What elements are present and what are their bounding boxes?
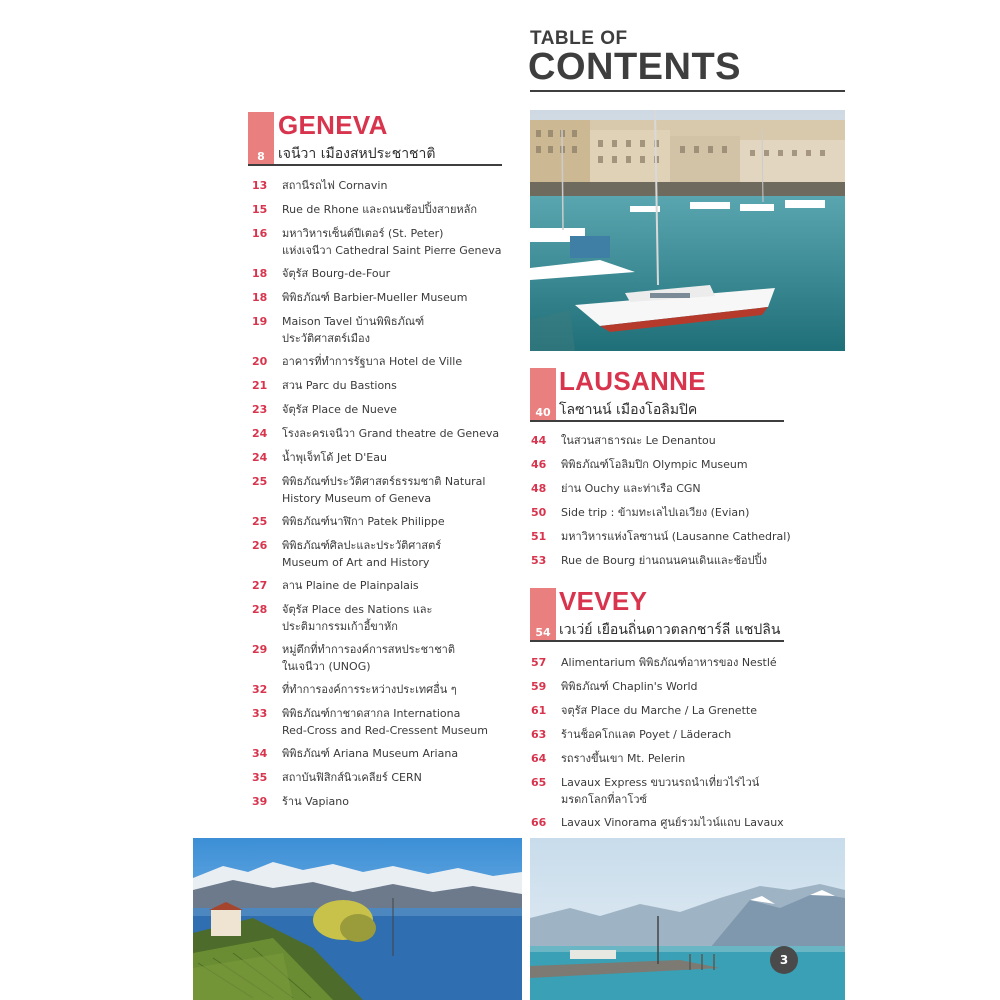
entry-page-number: 26 (252, 539, 268, 552)
entry-title: Rue de Rhone และถนนช้อปปิ้งสายหลัก (282, 203, 478, 216)
entry-page-number: 19 (252, 315, 268, 328)
lausanne-page-number: 40 (535, 406, 551, 419)
entry-title: Lavaux Express ขบวนรถนำเที่ยวไร่ไวน์ (561, 776, 760, 789)
geneva-title: GENEVA (278, 110, 388, 140)
entry-page-number: 28 (252, 603, 268, 616)
entry-title: จตุรัส Place du Marche / La Grenette (561, 704, 757, 717)
entry-title: Lavaux Vinorama ศูนย์รวมไวน์แถบ Lavaux (561, 816, 784, 829)
entry-page-number: 63 (531, 728, 547, 741)
entry-title-continued: ประติมากรรมเก้าอี้ขาหัก (282, 620, 398, 633)
entry-title-continued: Red-Cross and Red-Cressent Museum (282, 724, 488, 737)
entry-page-number: 15 (252, 203, 268, 216)
entry-page-number: 32 (252, 683, 268, 696)
toc-title-big: CONTENTS (528, 46, 741, 88)
lausanne-rule (530, 420, 784, 422)
entry-page-number: 64 (531, 752, 547, 765)
lausanne-page-block (530, 368, 556, 420)
toc-title-small: TABLE OF (530, 28, 628, 49)
entry-page-number: 50 (531, 506, 547, 519)
entry-title: พิพิธภัณฑ์โอลิมปิก Olympic Museum (561, 458, 748, 471)
lausanne-subtitle: โลซานน์ เมืองโอลิมปิค (559, 402, 698, 418)
entry-page-number: 13 (252, 179, 268, 192)
entry-title-continued: ประวัติศาสตร์เมือง (282, 332, 371, 345)
geneva-page-block (248, 112, 274, 164)
entry-page-number: 24 (252, 427, 268, 440)
entry-page-number: 23 (252, 403, 268, 416)
entry-page-number: 61 (531, 704, 547, 717)
page-number-badge: 3 (770, 946, 798, 974)
entry-title-continued: History Museum of Geneva (282, 492, 432, 505)
entry-page-number: 21 (252, 379, 268, 392)
entry-title: ลาน Plaine de Plainpalais (282, 579, 419, 592)
entry-page-number: 16 (252, 227, 268, 240)
entry-title: อาคารที่ทำการรัฐบาล Hotel de Ville (282, 355, 463, 368)
entry-title: พิพิธภัณฑ์ Ariana Museum Ariana (282, 747, 459, 760)
entry-title: จัตุรัส Place des Nations และ (282, 603, 433, 616)
entry-title-continued: Museum of Art and History (282, 556, 430, 569)
entry-page-number: 35 (252, 771, 268, 784)
vevey-subtitle: เวเว่ย์ เยือนถิ่นดาวตลกชาร์ลี แชปลิน (559, 622, 781, 638)
entry-page-number: 59 (531, 680, 547, 693)
entry-page-number: 34 (252, 747, 268, 760)
entry-title: ในสวนสาธารณะ Le Denantou (561, 434, 716, 447)
lavaux-vineyard-photo (193, 838, 522, 1000)
entry-page-number: 18 (252, 291, 268, 304)
entry-title: พิพิธภัณฑ์กาชาดสากล Internationa (282, 707, 461, 720)
entry-title: ย่าน Ouchy และท่าเรือ CGN (561, 482, 701, 495)
vevey-page-block (530, 588, 556, 640)
entry-page-number: 53 (531, 554, 547, 567)
entry-page-number: 46 (531, 458, 547, 471)
entry-page-number: 29 (252, 643, 268, 656)
entry-title: พิพิธภัณฑ์ประวัติศาสตร์ธรรมชาติ Natural (282, 475, 486, 488)
entry-title: โรงละครเจนีวา Grand theatre de Geneva (282, 427, 500, 440)
entry-page-number: 25 (252, 515, 268, 528)
entry-title: น้ำพุเจ็ทโด้ Jet D'Eau (282, 451, 387, 464)
entry-page-number: 39 (252, 795, 268, 808)
vevey-rule (530, 640, 784, 642)
entry-title-continued: แห่งเจนีวา Cathedral Saint Pierre Geneva (282, 244, 502, 257)
entry-title: สวน Parc du Bastions (282, 379, 397, 392)
entry-page-number: 27 (252, 579, 268, 592)
entry-page-number: 51 (531, 530, 547, 543)
entry-page-number: 48 (531, 482, 547, 495)
geneva-subtitle: เจนีวา เมืองสหประชาชาติ (278, 146, 436, 162)
entry-page-number: 66 (531, 816, 547, 829)
title-rule (530, 90, 845, 92)
entry-page-number: 33 (252, 707, 268, 720)
entry-title: ที่ทำการองค์การระหว่างประเทศอื่น ๆ (282, 683, 457, 696)
entry-page-number: 57 (531, 656, 547, 669)
entry-title: หมู่ตึกที่ทำการองค์การสหประชาชาติ (282, 643, 456, 656)
entry-title: สถานีรถไฟ Cornavin (282, 179, 388, 192)
entry-page-number: 65 (531, 776, 547, 789)
entry-title: Alimentarium พิพิธภัณฑ์อาหารของ Nestlé (561, 656, 777, 669)
lausanne-title: LAUSANNE (559, 366, 706, 396)
entry-title-continued: มรดกโลกที่ลาโวซ์ (561, 793, 647, 806)
entry-title: Maison Tavel บ้านพิพิธภัณฑ์ (282, 315, 425, 328)
geneva-rule (248, 164, 502, 166)
entry-page-number: 44 (531, 434, 547, 447)
entry-page-number: 24 (252, 451, 268, 464)
vevey-page-number: 54 (535, 626, 551, 639)
entry-page-number: 20 (252, 355, 268, 368)
entry-page-number: 18 (252, 267, 268, 280)
entry-title: จัตุรัส Bourg-de-Four (282, 267, 391, 280)
entry-page-number: 25 (252, 475, 268, 488)
entry-title: Side trip : ข้ามทะเลไปเอเวียง (Evian) (561, 506, 750, 519)
entry-title: ร้าน Vapiano (282, 795, 349, 808)
entry-title: มหาวิหารเซ็นต์ปีเตอร์ (St. Peter) (282, 227, 444, 240)
entry-title: จัตุรัส Place de Nueve (282, 403, 397, 416)
entry-title-continued: ในเจนีวา (UNOG) (282, 660, 371, 673)
entry-title: มหาวิหารแห่งโลซานน์ (Lausanne Cathedral) (561, 530, 791, 543)
entry-title: สถาบันฟิสิกส์นิวเคลียร์ CERN (282, 771, 422, 784)
entry-title: ร้านช็อคโกแลต Poyet / Läderach (561, 728, 732, 741)
entry-title: พิพิธภัณฑ์นาฬิกา Patek Philippe (282, 515, 445, 528)
geneva-harbor-photo (530, 110, 845, 351)
vevey-lake-photo (530, 838, 845, 1000)
entry-title: รถรางขึ้นเขา Mt. Pelerin (561, 752, 686, 765)
geneva-page-number: 8 (257, 150, 265, 163)
vevey-title: VEVEY (559, 586, 648, 616)
entry-title: พิพิธภัณฑ์ศิลปะและประวัติศาสตร์ (282, 539, 442, 552)
entry-title: พิพิธภัณฑ์ Barbier-Mueller Museum (282, 291, 468, 304)
entry-title: พิพิธภัณฑ์ Chaplin's World (561, 680, 698, 693)
entry-title: Rue de Bourg ย่านถนนคนเดินและช้อปปิ้ง (561, 554, 767, 567)
